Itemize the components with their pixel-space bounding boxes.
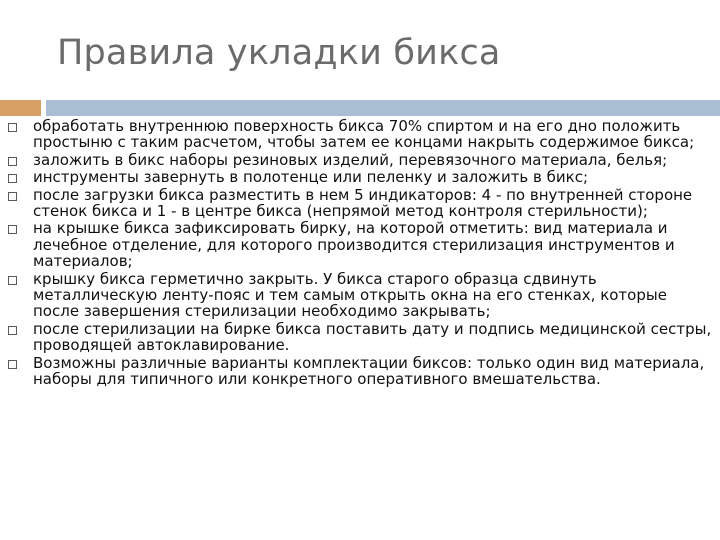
list-item-text: Возможны различные варианты комплектации биксов: только один вид материала, наборы для типичного или конкретного оперативного вмешательства. — [33, 353, 705, 389]
list-item — [0, 321, 720, 354]
square-bullet-icon — [8, 157, 17, 166]
list-item-text: заложить в бикс наборы резиновых изделий, перевязочного материала, белья; — [33, 150, 668, 169]
list-item-text: инструменты завернуть в полотенце или пеленку и заложить в бикс; — [33, 168, 589, 187]
square-bullet-icon — [8, 123, 17, 132]
accent-bar-orange — [0, 100, 41, 116]
list-item — [0, 169, 720, 185]
list-item — [0, 220, 720, 269]
list-item-text: крышку бикса герметично закрыть. У бикса старого образца сдвинуть металлическую ленту-пояс и тем самым открыть окна на его стенках, которые после завершения стерилизации необходимо закрывать; — [33, 269, 667, 321]
square-bullet-icon — [8, 174, 17, 183]
list-item — [0, 187, 720, 220]
list-item — [0, 118, 720, 151]
accent-bar-blue — [46, 100, 720, 116]
list-item-text: обработать внутреннюю поверхность бикса 70% спиртом и на его дно положить простыню с таким расчетом, чтобы затем ее концами накрыть содержимое бикса; — [33, 117, 695, 152]
square-bullet-icon — [8, 225, 17, 234]
slide-title: Правила укладки бикса — [57, 33, 501, 73]
list-item-text: после загрузки бикса разместить в нем 5 индикаторов: 4 - по внутренней стороне стенок бикса и 1 - в центре бикса (непрямой метод контроля стерильности); — [33, 185, 693, 221]
square-bullet-icon — [8, 326, 17, 335]
square-bullet-icon — [8, 192, 17, 201]
bullet-list — [0, 118, 720, 389]
list-item — [0, 152, 720, 168]
square-bullet-icon — [8, 360, 17, 369]
list-item-text: на крышке бикса зафиксировать бирку, на которой отметить: вид материала и лечебное отделение, для которого производится стерилизация инструментов и материалов; — [33, 219, 675, 271]
list-item-text: после стерилизации на бирке бикса поставить дату и подпись медицинской сестры, проводящей автоклавирование. — [33, 319, 712, 355]
list-item — [0, 271, 720, 320]
square-bullet-icon — [8, 276, 17, 285]
list-item — [0, 355, 720, 388]
